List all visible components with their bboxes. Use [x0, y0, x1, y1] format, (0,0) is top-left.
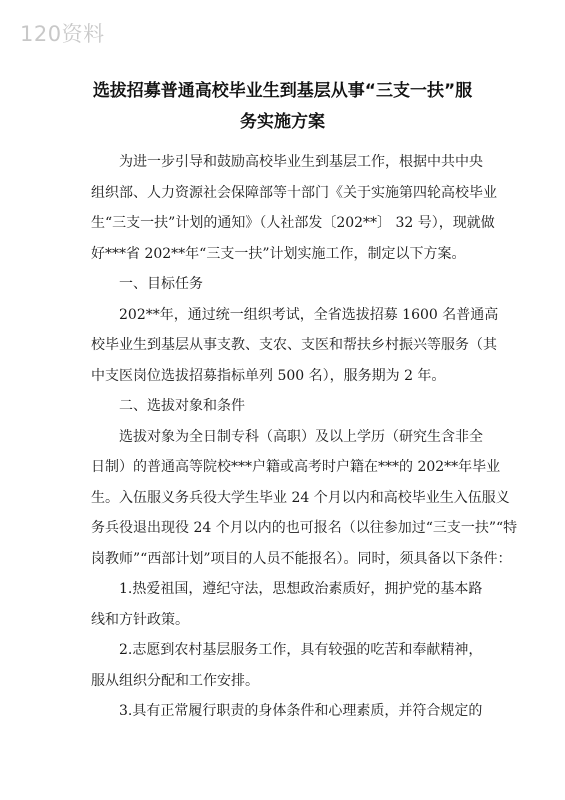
title-line-2: 务实施方案	[240, 111, 325, 132]
text-line: 岗教师”“西部计划”项目的人员不能报名）。同时，须具备以下条件：	[91, 550, 512, 567]
text-line: 线和方针政策。	[91, 611, 189, 628]
paragraph	[91, 696, 483, 727]
text-line: 校毕业生到基层从事支教、支农、支医和帮扶乡村振兴等服务（其	[91, 337, 497, 353]
text-line: 3.具有正常履行职责的身体条件和心理素质，并符合规定的	[119, 703, 483, 719]
text-line: 2.志愿到农村基层服务工作，具有较强的吃苦和奉献精神，	[119, 642, 483, 658]
section-heading	[91, 269, 483, 300]
text-line: 为进一步引导和鼓励高校毕业生到基层工作，根据中共中央	[119, 154, 483, 170]
text-line: 一、目标任务	[119, 276, 203, 292]
paragraph	[91, 574, 483, 635]
document-title	[80, 76, 485, 137]
paragraph	[91, 635, 483, 696]
text-line: 好***省 202**年“三支一扶”计划实施工作，制定以下方案。	[91, 245, 466, 262]
section-heading	[91, 391, 483, 422]
title-line-1: 选拔招募普通高校毕业生到基层从事“三支一扶”服	[92, 81, 473, 101]
text-line: 1.热爱祖国，遵纪守法，思想政治素质好，拥护党的基本路	[119, 581, 483, 597]
text-line: 二、选拔对象和条件	[119, 398, 245, 414]
document-body	[91, 147, 518, 727]
text-line: 生“三支一扶”计划的通知》（人社部发〔202**〕 32 号），现就做	[91, 215, 495, 231]
text-line: 选拔对象为全日制专科（高职）及以上学历（研究生含非全	[119, 428, 483, 445]
text-line: 生。入伍服义务兵役大学生毕业 24 个月以内和高校毕业生入伍服义	[91, 489, 510, 506]
text-line: 中支医岗位选拔招募指标单列 500 名），服务期为 2 年。	[91, 367, 446, 384]
text-line: 务兵役退出现役 24 个月以内的也可报名（以往参加过“三支一扶”“特	[91, 520, 518, 536]
watermark-logo: 120资料	[20, 22, 105, 46]
paragraph	[91, 422, 518, 575]
text-line: 日制）的普通高等院校***户籍或高考时户籍在***的 202**年毕业	[91, 459, 501, 475]
text-line: 服从组织分配和工作安排。	[91, 672, 259, 689]
text-line: 202**年，通过统一组织考试，全省选拔招募 1600 名普通高	[119, 306, 499, 323]
text-line: 组织部、人力资源社会保障部等十部门《关于实施第四轮高校毕业	[91, 184, 497, 201]
paragraph	[91, 147, 497, 269]
paragraph	[91, 300, 499, 392]
